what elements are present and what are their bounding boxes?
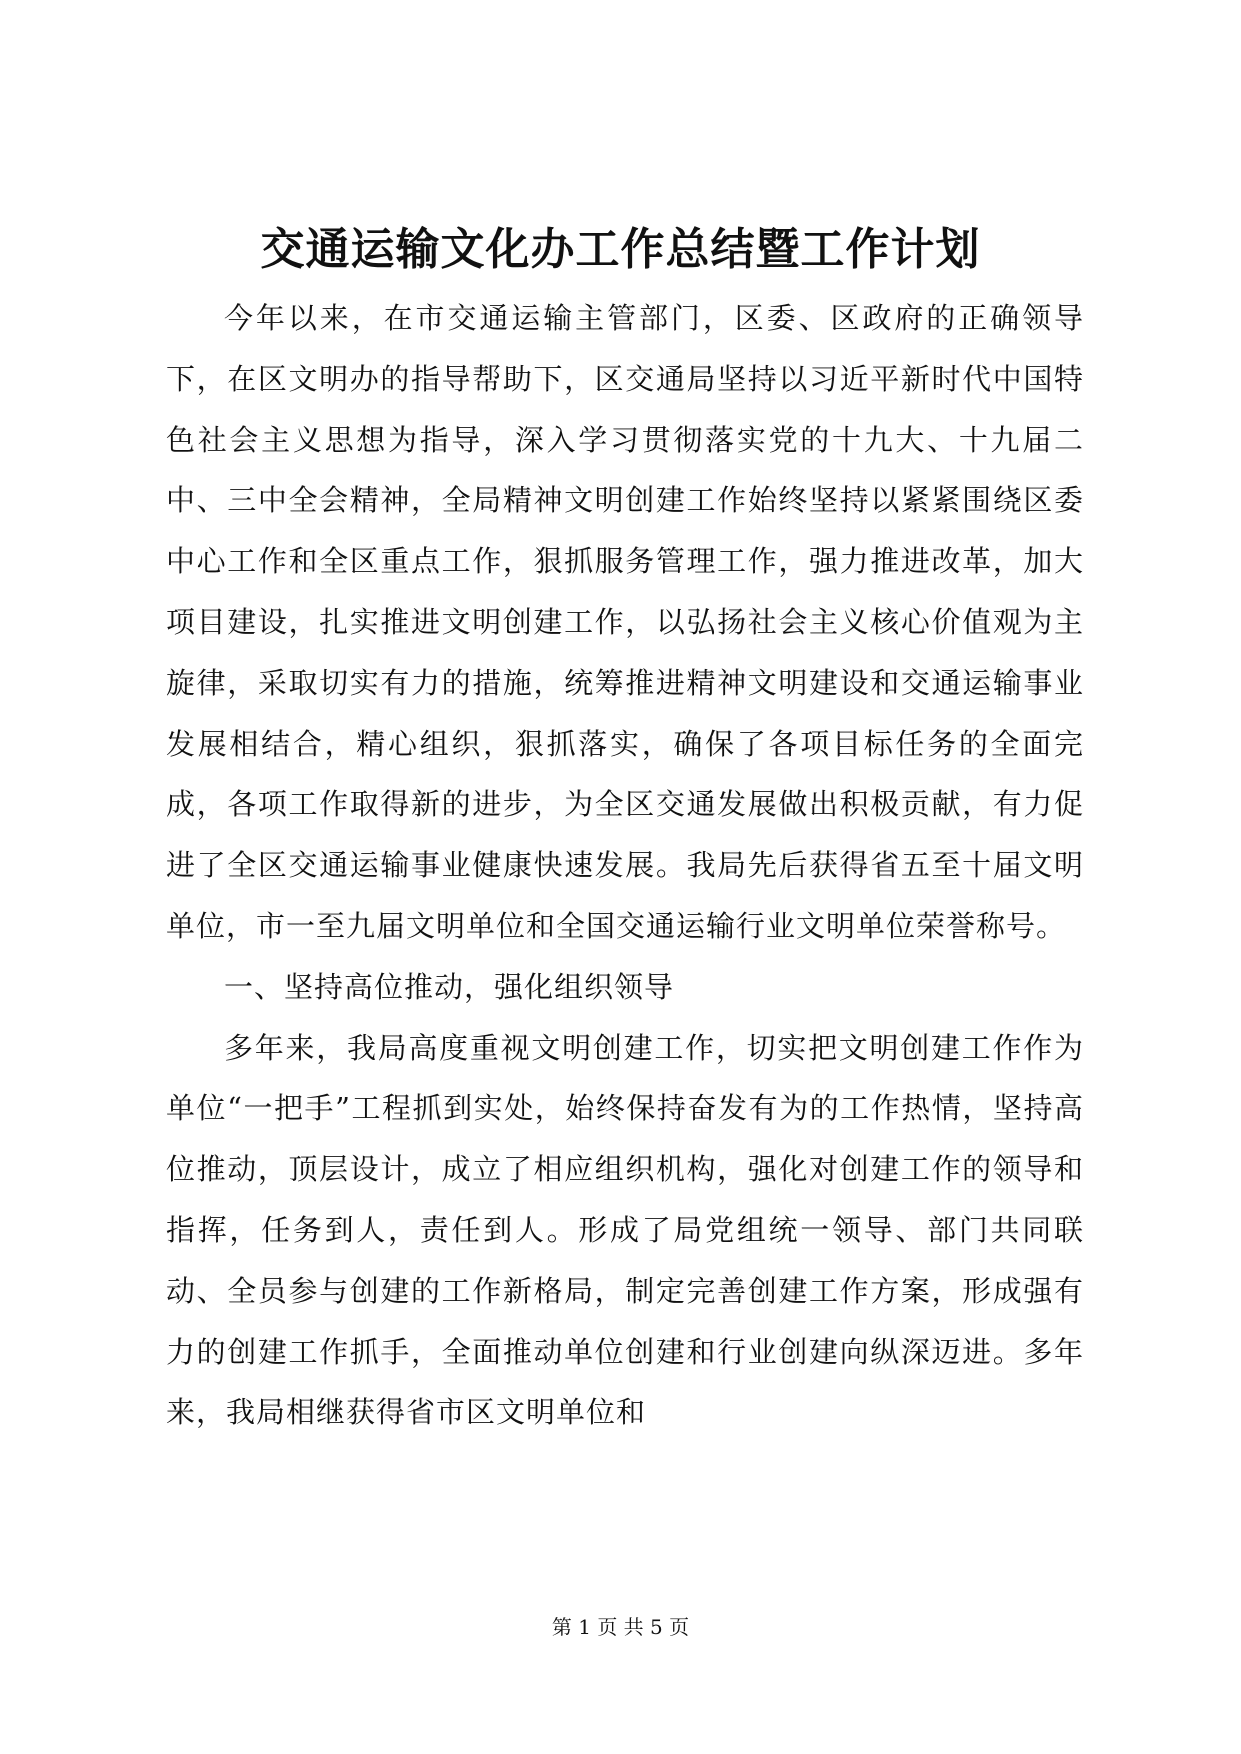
section-heading: 一、坚持高位推动，强化组织领导 xyxy=(224,969,675,1004)
document-title: 交通运输文化办工作总结暨工作计划 xyxy=(260,224,981,275)
intro-paragraph: 今年以来，在市交通运输主管部门，区委、区政府的正确领导下，在区文明办的指导帮助下，区交通局坚持以习近平新时代中国特色社会主义思想为指导，深入学习贯彻落实党的十九大、十九届二中、三中全会精神，全局精神文明创建工作始终坚持以紧紧围绕区委中心工作和全区重点工作，狠抓服务管理工作，强力推进改革，加大项目建设，扎实推进文明创建工作，以弘扬社会主义核心价值观为主旋律，采取切实有力的措施，统筹推进精神文明建设和交通运输事业发展相结合，精心组织，狠抓落实，确保了各项目标任务的全面完成，各项工作取得新的进步，为全区交通发展做出积极贡献，有力促进了全区交通运输事业健康快速发展。我局先后获得省五至十届文明单位，市一至九届文明单位和全国交通运输行业文明单位荣誉称号。 xyxy=(166,301,1084,943)
page-footer: 第 1 页 共 5 页 xyxy=(551,1615,690,1639)
document-body xyxy=(166,288,1084,1443)
section-paragraph: 多年来，我局高度重视文明创建工作，切实把文明创建工作作为单位“一把手”工程抓到实处，始终保持奋发有为的工作热情，坚持高位推动，顶层设计，成立了相应组织机构，强化对创建工作的领导和指挥，任务到人，责任到人。形成了局党组统一领导、部门共同联动、全员参与创建的工作新格局，制定完善创建工作方案，形成强有力的创建工作抓手，全面推动单位创建和行业创建向纵深迈进。多年来，我局相继获得省市区文明单位和 xyxy=(166,1030,1084,1430)
